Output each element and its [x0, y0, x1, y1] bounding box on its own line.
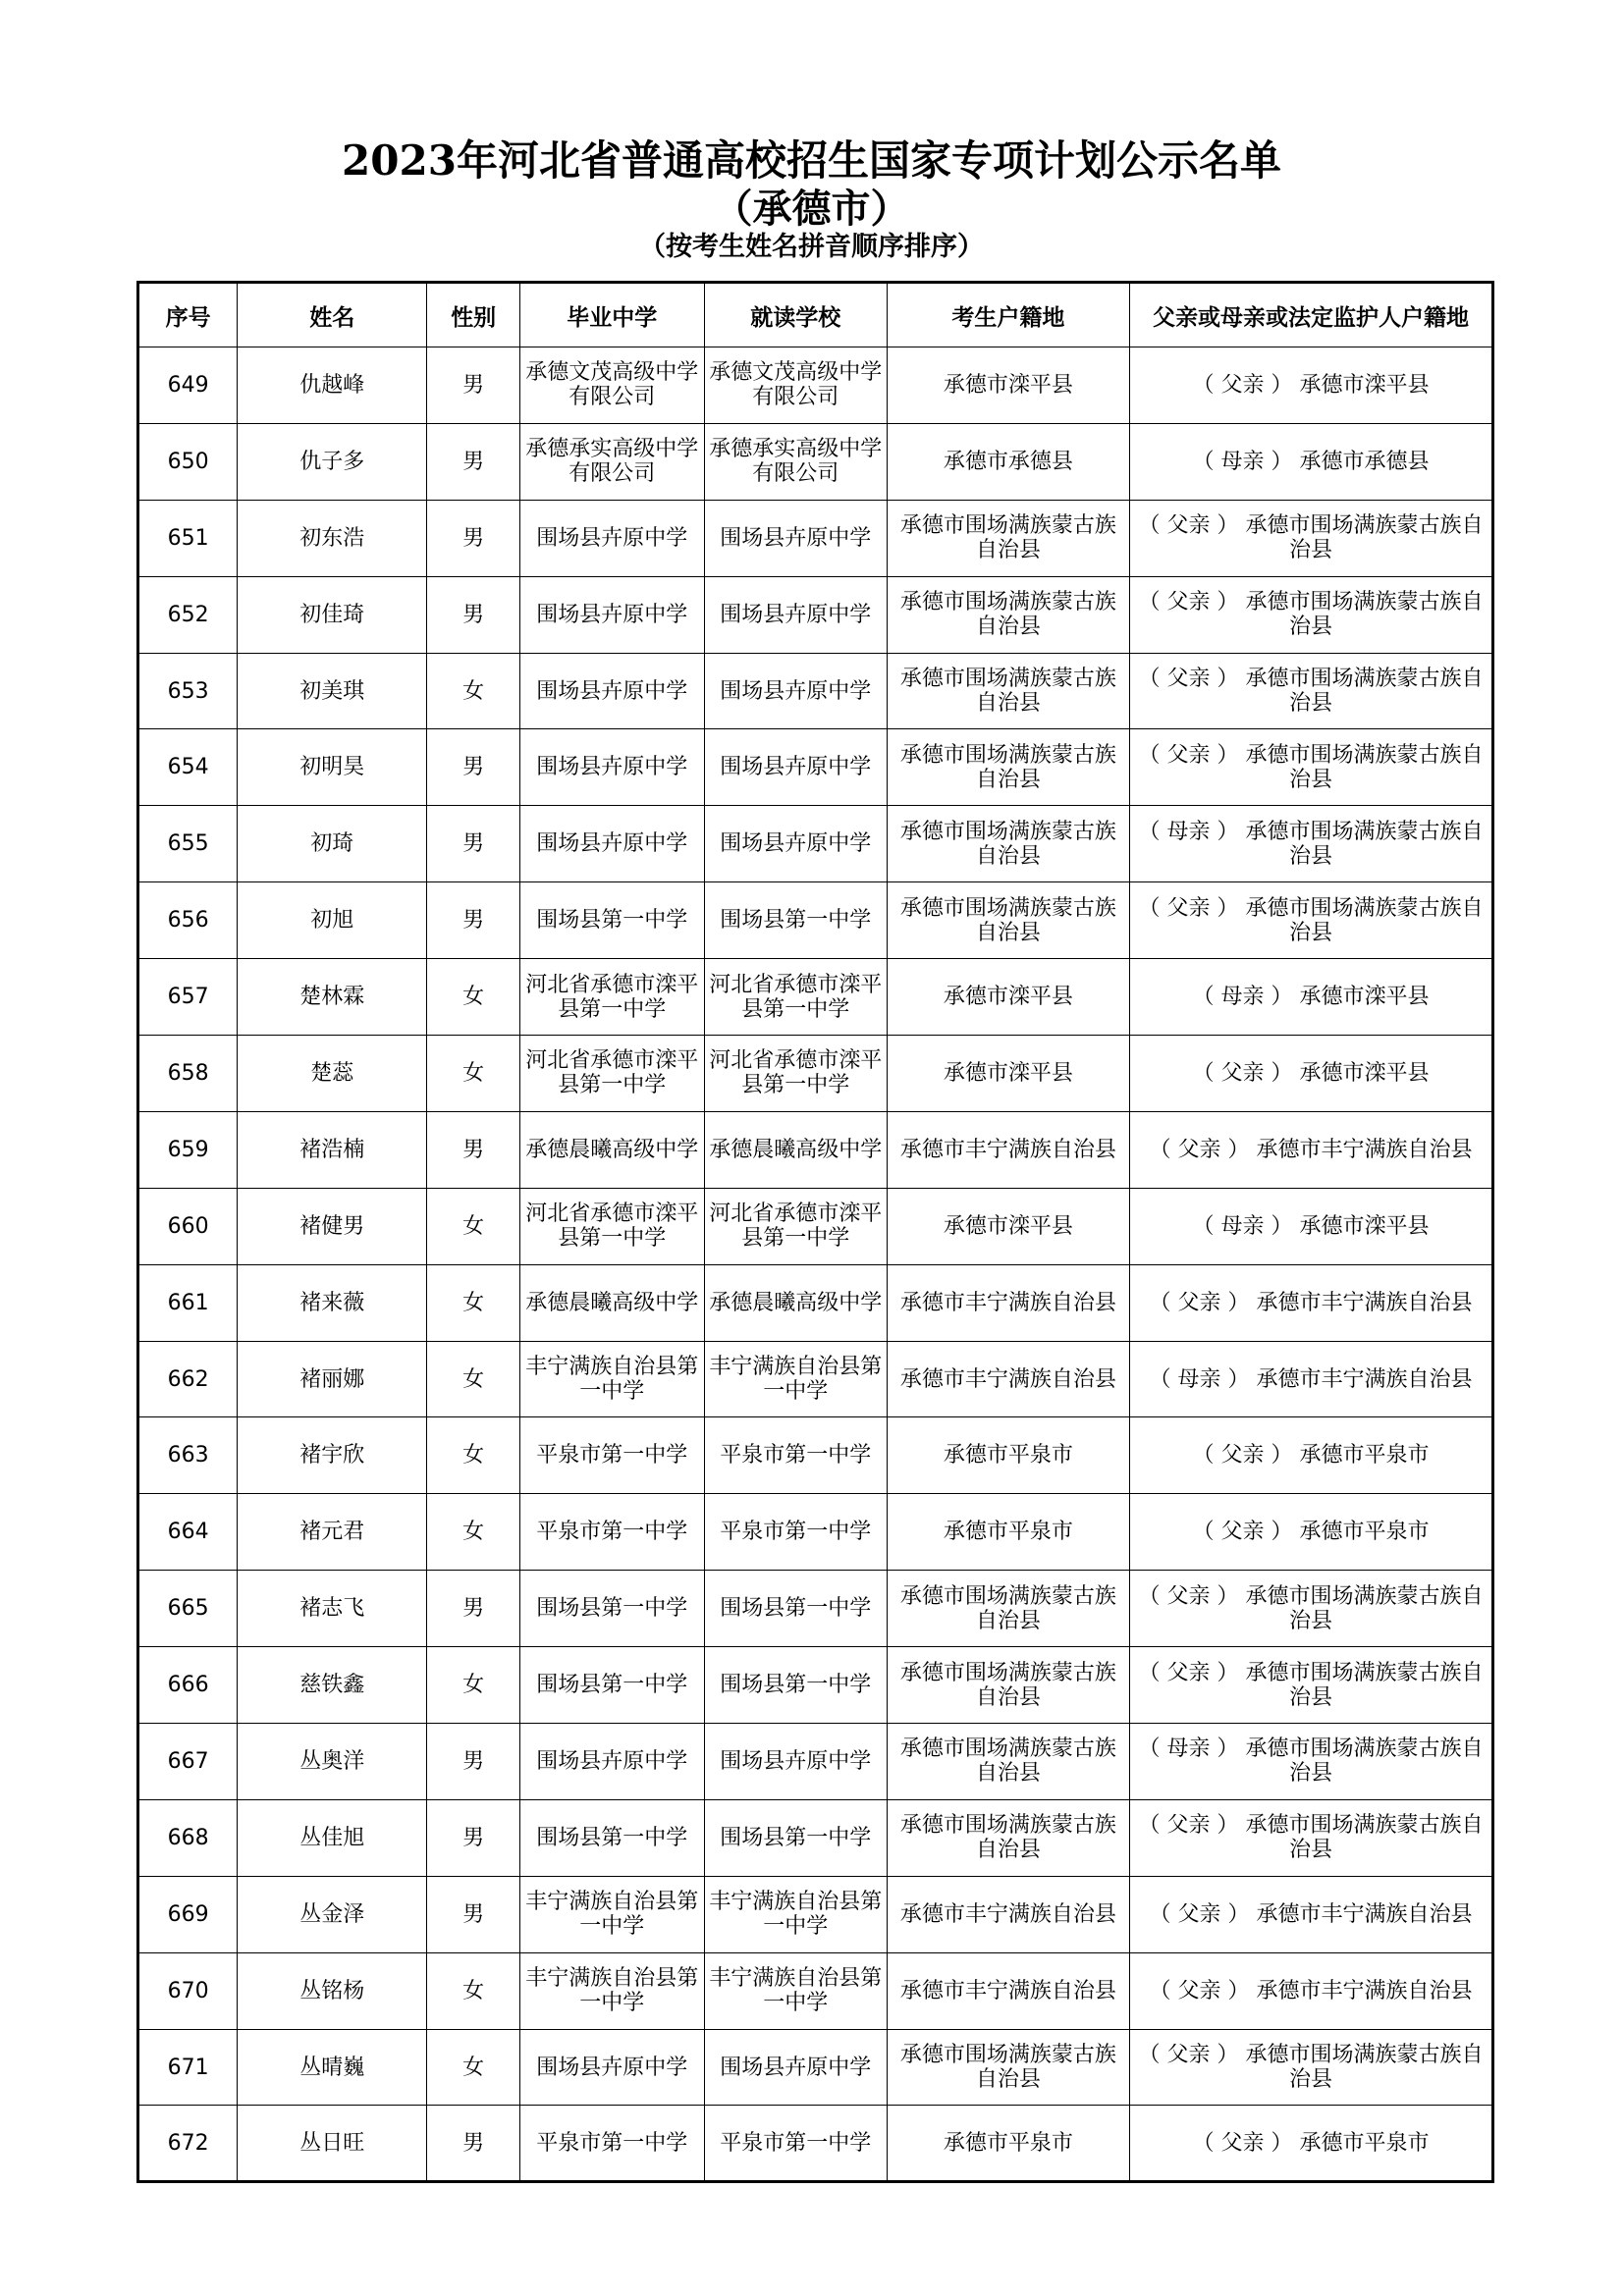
table-header-row	[138, 283, 1493, 347]
table-row	[138, 1952, 1493, 2029]
cell-name: 丛日旺	[238, 2106, 427, 2182]
cell-hukou: 承德市围场满族蒙古族自治县	[887, 653, 1129, 729]
cell-gender: 男	[427, 1724, 520, 1800]
cell-no: 658	[138, 1036, 238, 1112]
cell-grad-school: 河北省承德市滦平县第一中学	[519, 1036, 704, 1112]
table-row	[138, 1647, 1493, 1724]
cell-name: 初琦	[238, 806, 427, 882]
cell-cur-school: 围场县第一中学	[704, 1647, 887, 1724]
cell-no: 668	[138, 1799, 238, 1876]
cell-hukou: 承德市滦平县	[887, 347, 1129, 424]
cell-grad-school: 围场县卉原中学	[519, 1724, 704, 1800]
cell-hukou: 承德市围场满族蒙古族自治县	[887, 1799, 1129, 1876]
table-row	[138, 576, 1493, 653]
cell-cur-school: 承德晨曦高级中学	[704, 1264, 887, 1341]
cell-grad-school: 围场县第一中学	[519, 882, 704, 959]
cell-gender: 女	[427, 1036, 520, 1112]
table-row	[138, 1417, 1493, 1494]
cell-name: 初佳琦	[238, 576, 427, 653]
cell-name: 褚宇欣	[238, 1417, 427, 1494]
cell-no: 665	[138, 1571, 238, 1647]
table-row	[138, 1494, 1493, 1571]
cell-guardian-hukou: （ 母亲 ） 承德市滦平县	[1129, 1188, 1492, 1264]
cell-guardian-hukou: （ 母亲 ） 承德市承德县	[1129, 423, 1492, 500]
table-row	[138, 653, 1493, 729]
cell-grad-school: 承德晨曦高级中学	[519, 1111, 704, 1188]
col-header-gender: 性别	[427, 283, 520, 347]
cell-hukou: 承德市丰宁满族自治县	[887, 1952, 1129, 2029]
cell-name: 丛佳旭	[238, 1799, 427, 1876]
cell-grad-school: 丰宁满族自治县第一中学	[519, 1952, 704, 2029]
cell-hukou: 承德市围场满族蒙古族自治县	[887, 729, 1129, 806]
admission-list-table	[136, 281, 1494, 2183]
col-header-name: 姓名	[238, 283, 427, 347]
cell-gender: 女	[427, 1647, 520, 1724]
cell-guardian-hukou: （ 父亲 ） 承德市围场满族蒙古族自治县	[1129, 576, 1492, 653]
table-row	[138, 1799, 1493, 1876]
cell-hukou: 承德市丰宁满族自治县	[887, 1876, 1129, 1952]
cell-hukou: 承德市承德县	[887, 423, 1129, 500]
cell-no: 670	[138, 1952, 238, 2029]
cell-hukou: 承德市围场满族蒙古族自治县	[887, 1647, 1129, 1724]
cell-grad-school: 围场县卉原中学	[519, 653, 704, 729]
cell-guardian-hukou: （ 父亲 ） 承德市围场满族蒙古族自治县	[1129, 882, 1492, 959]
cell-name: 褚丽娜	[238, 1341, 427, 1417]
cell-guardian-hukou: （ 父亲 ） 承德市围场满族蒙古族自治县	[1129, 1571, 1492, 1647]
cell-hukou: 承德市滦平县	[887, 1188, 1129, 1264]
cell-cur-school: 围场县卉原中学	[704, 500, 887, 576]
table-row	[138, 1264, 1493, 1341]
cell-no: 671	[138, 2029, 238, 2106]
cell-no: 655	[138, 806, 238, 882]
cell-guardian-hukou: （ 父亲 ） 承德市滦平县	[1129, 1036, 1492, 1112]
cell-hukou: 承德市围场满族蒙古族自治县	[887, 2029, 1129, 2106]
cell-cur-school: 平泉市第一中学	[704, 2106, 887, 2182]
cell-gender: 女	[427, 1264, 520, 1341]
cell-hukou: 承德市平泉市	[887, 1494, 1129, 1571]
cell-name: 初美琪	[238, 653, 427, 729]
cell-grad-school: 平泉市第一中学	[519, 1417, 704, 1494]
cell-name: 初旭	[238, 882, 427, 959]
cell-name: 初明昊	[238, 729, 427, 806]
cell-gender: 男	[427, 500, 520, 576]
cell-guardian-hukou: （ 父亲 ） 承德市平泉市	[1129, 1494, 1492, 1571]
cell-hukou: 承德市滦平县	[887, 959, 1129, 1036]
cell-name: 慈铁鑫	[238, 1647, 427, 1724]
cell-guardian-hukou: （ 母亲 ） 承德市围场满族蒙古族自治县	[1129, 806, 1492, 882]
cell-no: 649	[138, 347, 238, 424]
cell-grad-school: 承德承实高级中学有限公司	[519, 423, 704, 500]
cell-grad-school: 围场县卉原中学	[519, 576, 704, 653]
cell-guardian-hukou: （ 父亲 ） 承德市围场满族蒙古族自治县	[1129, 2029, 1492, 2106]
cell-gender: 男	[427, 423, 520, 500]
cell-guardian-hukou: （ 母亲 ） 承德市滦平县	[1129, 959, 1492, 1036]
cell-hukou: 承德市围场满族蒙古族自治县	[887, 576, 1129, 653]
cell-no: 652	[138, 576, 238, 653]
cell-name: 褚健男	[238, 1188, 427, 1264]
cell-no: 672	[138, 2106, 238, 2182]
cell-no: 663	[138, 1417, 238, 1494]
cell-grad-school: 围场县卉原中学	[519, 806, 704, 882]
cell-cur-school: 围场县第一中学	[704, 1799, 887, 1876]
cell-name: 褚来薇	[238, 1264, 427, 1341]
cell-no: 664	[138, 1494, 238, 1571]
table-row	[138, 1876, 1493, 1952]
cell-gender: 男	[427, 1799, 520, 1876]
cell-no: 650	[138, 423, 238, 500]
cell-cur-school: 承德承实高级中学有限公司	[704, 423, 887, 500]
cell-gender: 女	[427, 959, 520, 1036]
cell-gender: 男	[427, 347, 520, 424]
cell-no: 656	[138, 882, 238, 959]
table-row	[138, 2106, 1493, 2182]
cell-grad-school: 围场县第一中学	[519, 1647, 704, 1724]
col-header-cur-school: 就读学校	[704, 283, 887, 347]
cell-grad-school: 围场县第一中学	[519, 1571, 704, 1647]
cell-name: 仇越峰	[238, 347, 427, 424]
cell-gender: 女	[427, 1341, 520, 1417]
cell-cur-school: 围场县第一中学	[704, 1571, 887, 1647]
cell-gender: 男	[427, 2106, 520, 2182]
cell-grad-school: 围场县卉原中学	[519, 2029, 704, 2106]
cell-grad-school: 河北省承德市滦平县第一中学	[519, 959, 704, 1036]
cell-guardian-hukou: （ 父亲 ） 承德市围场满族蒙古族自治县	[1129, 1799, 1492, 1876]
table-row	[138, 347, 1493, 424]
cell-guardian-hukou: （ 父亲 ） 承德市滦平县	[1129, 347, 1492, 424]
cell-no: 661	[138, 1264, 238, 1341]
cell-hukou: 承德市滦平县	[887, 1036, 1129, 1112]
cell-hukou: 承德市丰宁满族自治县	[887, 1341, 1129, 1417]
cell-gender: 女	[427, 1494, 520, 1571]
cell-guardian-hukou: （ 父亲 ） 承德市丰宁满族自治县	[1129, 1952, 1492, 2029]
table-row	[138, 1188, 1493, 1264]
cell-hukou: 承德市丰宁满族自治县	[887, 1264, 1129, 1341]
cell-cur-school: 围场县卉原中学	[704, 1724, 887, 1800]
cell-grad-school: 承德文茂高级中学有限公司	[519, 347, 704, 424]
cell-gender: 男	[427, 729, 520, 806]
cell-no: 653	[138, 653, 238, 729]
cell-gender: 男	[427, 1111, 520, 1188]
cell-name: 褚志飞	[238, 1571, 427, 1647]
cell-cur-school: 丰宁满族自治县第一中学	[704, 1876, 887, 1952]
cell-guardian-hukou: （ 母亲 ） 承德市围场满族蒙古族自治县	[1129, 1724, 1492, 1800]
table-row	[138, 500, 1493, 576]
cell-guardian-hukou: （ 父亲 ） 承德市丰宁满族自治县	[1129, 1111, 1492, 1188]
cell-gender: 女	[427, 1952, 520, 2029]
cell-guardian-hukou: （ 父亲 ） 承德市平泉市	[1129, 1417, 1492, 1494]
cell-guardian-hukou: （ 母亲 ） 承德市丰宁满族自治县	[1129, 1341, 1492, 1417]
cell-grad-school: 围场县卉原中学	[519, 500, 704, 576]
cell-gender: 男	[427, 882, 520, 959]
cell-cur-school: 河北省承德市滦平县第一中学	[704, 959, 887, 1036]
cell-grad-school: 丰宁满族自治县第一中学	[519, 1341, 704, 1417]
cell-cur-school: 河北省承德市滦平县第一中学	[704, 1188, 887, 1264]
cell-name: 丛金泽	[238, 1876, 427, 1952]
cell-no: 651	[138, 500, 238, 576]
cell-cur-school: 围场县卉原中学	[704, 729, 887, 806]
cell-name: 楚蕊	[238, 1036, 427, 1112]
cell-gender: 男	[427, 576, 520, 653]
cell-cur-school: 河北省承德市滦平县第一中学	[704, 1036, 887, 1112]
page-title: 2023年河北省普通高校招生国家专项计划公示名单	[342, 136, 1281, 185]
cell-no: 669	[138, 1876, 238, 1952]
cell-cur-school: 平泉市第一中学	[704, 1494, 887, 1571]
cell-hukou: 承德市平泉市	[887, 2106, 1129, 2182]
cell-no: 659	[138, 1111, 238, 1188]
page-subtitle-city: （承德市）	[713, 186, 910, 232]
cell-guardian-hukou: （ 父亲 ） 承德市围场满族蒙古族自治县	[1129, 500, 1492, 576]
table-row	[138, 1571, 1493, 1647]
cell-gender: 女	[427, 1417, 520, 1494]
cell-hukou: 承德市围场满族蒙古族自治县	[887, 500, 1129, 576]
cell-hukou: 承德市丰宁满族自治县	[887, 1111, 1129, 1188]
cell-name: 丛晴巍	[238, 2029, 427, 2106]
table-row	[138, 423, 1493, 500]
cell-grad-school: 河北省承德市滦平县第一中学	[519, 1188, 704, 1264]
cell-no: 667	[138, 1724, 238, 1800]
cell-gender: 男	[427, 1571, 520, 1647]
cell-grad-school: 平泉市第一中学	[519, 2106, 704, 2182]
table-row	[138, 882, 1493, 959]
cell-cur-school: 承德晨曦高级中学	[704, 1111, 887, 1188]
cell-hukou: 承德市围场满族蒙古族自治县	[887, 1571, 1129, 1647]
table-row	[138, 1111, 1493, 1188]
cell-grad-school: 围场县卉原中学	[519, 729, 704, 806]
table-row	[138, 959, 1493, 1036]
cell-guardian-hukou: （ 父亲 ） 承德市丰宁满族自治县	[1129, 1876, 1492, 1952]
cell-no: 654	[138, 729, 238, 806]
cell-gender: 女	[427, 653, 520, 729]
cell-cur-school: 围场县第一中学	[704, 882, 887, 959]
cell-cur-school: 丰宁满族自治县第一中学	[704, 1952, 887, 2029]
cell-cur-school: 承德文茂高级中学有限公司	[704, 347, 887, 424]
cell-name: 楚林霖	[238, 959, 427, 1036]
cell-name: 褚元君	[238, 1494, 427, 1571]
cell-gender: 男	[427, 806, 520, 882]
cell-grad-school: 平泉市第一中学	[519, 1494, 704, 1571]
cell-name: 丛铭杨	[238, 1952, 427, 2029]
cell-grad-school: 丰宁满族自治县第一中学	[519, 1876, 704, 1952]
cell-grad-school: 承德晨曦高级中学	[519, 1264, 704, 1341]
col-header-grad-school: 毕业中学	[519, 283, 704, 347]
cell-guardian-hukou: （ 父亲 ） 承德市平泉市	[1129, 2106, 1492, 2182]
table-row	[138, 2029, 1493, 2106]
cell-gender: 女	[427, 1188, 520, 1264]
cell-name: 褚浩楠	[238, 1111, 427, 1188]
cell-hukou: 承德市围场满族蒙古族自治县	[887, 806, 1129, 882]
cell-gender: 男	[427, 1876, 520, 1952]
cell-name: 丛奥洋	[238, 1724, 427, 1800]
sort-note: （按考生姓名拼音顺序排序）	[639, 232, 984, 262]
cell-name: 初东浩	[238, 500, 427, 576]
col-header-no: 序号	[138, 283, 238, 347]
table-row	[138, 806, 1493, 882]
table-row	[138, 1341, 1493, 1417]
cell-cur-school: 围场县卉原中学	[704, 576, 887, 653]
cell-grad-school: 围场县第一中学	[519, 1799, 704, 1876]
table-row	[138, 1036, 1493, 1112]
cell-name: 仇子多	[238, 423, 427, 500]
cell-hukou: 承德市平泉市	[887, 1417, 1129, 1494]
cell-cur-school: 平泉市第一中学	[704, 1417, 887, 1494]
cell-gender: 女	[427, 2029, 520, 2106]
cell-guardian-hukou: （ 父亲 ） 承德市围场满族蒙古族自治县	[1129, 729, 1492, 806]
cell-cur-school: 围场县卉原中学	[704, 2029, 887, 2106]
cell-cur-school: 围场县卉原中学	[704, 806, 887, 882]
cell-guardian-hukou: （ 父亲 ） 承德市围场满族蒙古族自治县	[1129, 653, 1492, 729]
cell-no: 660	[138, 1188, 238, 1264]
cell-no: 662	[138, 1341, 238, 1417]
cell-hukou: 承德市围场满族蒙古族自治县	[887, 882, 1129, 959]
cell-no: 657	[138, 959, 238, 1036]
col-header-guardian-hukou: 父亲或母亲或法定监护人户籍地	[1129, 283, 1492, 347]
cell-guardian-hukou: （ 父亲 ） 承德市围场满族蒙古族自治县	[1129, 1647, 1492, 1724]
cell-cur-school: 丰宁满族自治县第一中学	[704, 1341, 887, 1417]
cell-cur-school: 围场县卉原中学	[704, 653, 887, 729]
table-row	[138, 1724, 1493, 1800]
table-row	[138, 729, 1493, 806]
cell-no: 666	[138, 1647, 238, 1724]
col-header-hukou: 考生户籍地	[887, 283, 1129, 347]
cell-guardian-hukou: （ 父亲 ） 承德市丰宁满族自治县	[1129, 1264, 1492, 1341]
cell-hukou: 承德市围场满族蒙古族自治县	[887, 1724, 1129, 1800]
